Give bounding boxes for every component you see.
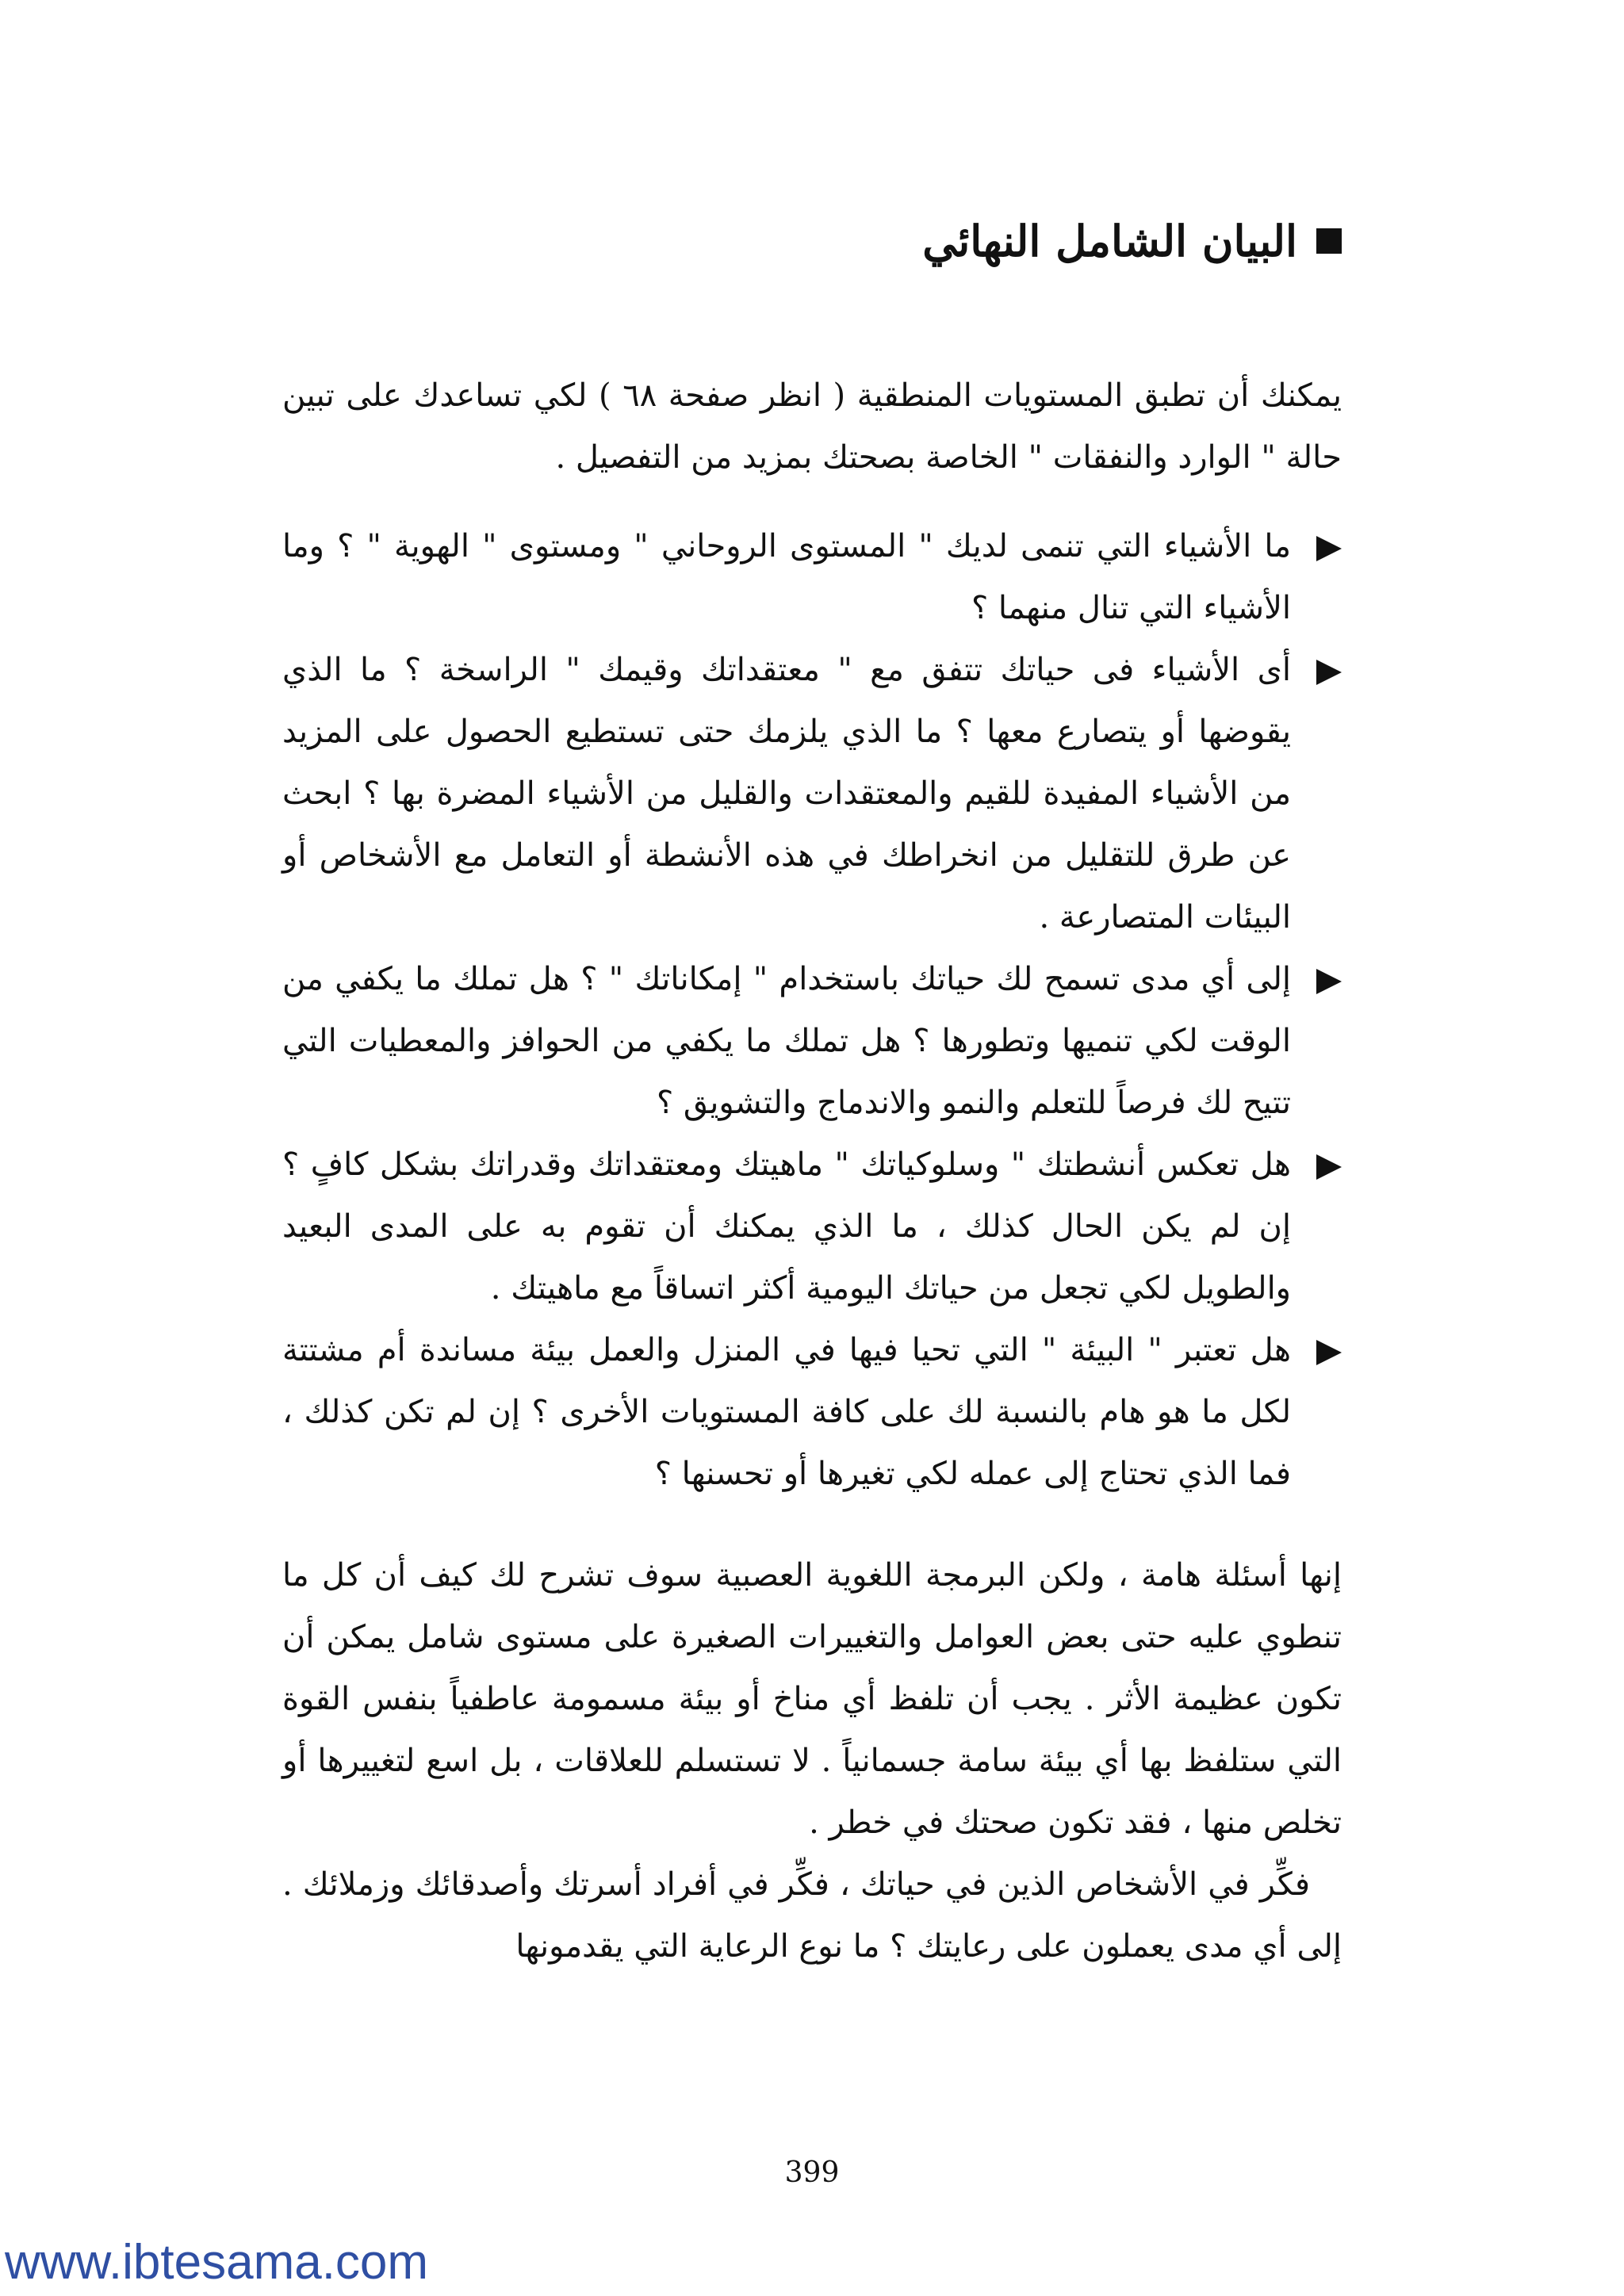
question-text: هل تعتبر " البيئة " التي تحيا فيها في المنزل والعمل بيئة مساندة أم مشتتة لكل ما هو هام بالنسبة لك على كافة المستويات الأخرى ؟ إن لم تكن كذلك ، فما الذي تحتاج إلى عمله لكي تغيرها أو تحسنها ؟ (282, 1332, 1292, 1492)
arrow-bullet-icon (1316, 1340, 1342, 1365)
question-text: ما الأشياء التي تنمى لديك " المستوى الروحاني " ومستوى " الهوية " ؟ وما الأشياء التي تنال منهما ؟ (282, 528, 1291, 626)
watermark-link[interactable]: www.ibtesama.com (5, 2235, 429, 2290)
arrow-bullet-icon (1316, 536, 1342, 561)
square-bullet-icon (1316, 228, 1342, 254)
question-list (282, 515, 1342, 1505)
closing-paragraph: إنها أسئلة هامة ، ولكن البرمجة اللغوية العصبية سوف تشرح لك كيف أن كل ما تنطوي عليه حتى بعض العوامل والتغييرات الصغيرة على مستوى شامل يمكن أن تكون عظيمة الأثر . يجب أن تلفظ أي مناخ أو بيئة مسمومة عاطفياً بنفس القوة التي ستلفظ بها أي بيئة سامة جسمانياً . لا تستسلم للعلاقات ، بل اسع لتغييرها أو تخلص منها ، فقد تكون صحتك في خطر . (282, 1557, 1342, 1841)
question-text: إلى أي مدى تسمح لك حياتك باستخدام " إمكاناتك " ؟ هل تملك ما يكفي من الوقت لكي تنميها وتطورها ؟ هل تملك ما يكفي من الحوافز والمعطيات التي تتيح لك فرصاً للتعلم والنمو والاندماج والتشويق ؟ (282, 961, 1291, 1121)
arrow-bullet-icon (1316, 660, 1342, 685)
question-item (282, 1319, 1342, 1505)
question-item (282, 1134, 1342, 1319)
question-item (282, 639, 1342, 948)
closing-section (282, 1544, 1342, 1977)
arrow-bullet-icon (1316, 969, 1342, 994)
intro-paragraph: يمكنك أن تطبق المستويات المنطقية ( انظر صفحة ٦٨ ) لكي تساعدك على تبين حالة " الوارد والنفقات " الخاصة بصحتك بمزيد من التفصيل . (282, 377, 1342, 476)
question-item (282, 948, 1342, 1134)
question-text: هل تعكس أنشطتك " وسلوكياتك " ماهيتك ومعتقداتك وقدراتك بشكل كافٍ ؟ إن لم يكن الحال كذلك ، ما الذي يمكنك أن تقوم به على المدى البعيد والطويل لكي تجعل من حياتك اليومية أكثر اتساقاً مع ماهيتك . (282, 1146, 1291, 1307)
closing-paragraph: فكِّر في الأشخاص الذين في حياتك ، فكِّر في أفراد أسرتك وأصدقائك وزملائك . إلى أي مدى يعملون على رعايتك ؟ ما نوع الرعاية التي يقدمونها (282, 1866, 1342, 1965)
section-heading (922, 216, 1342, 266)
arrow-bullet-icon (1316, 1154, 1342, 1180)
question-text: أى الأشياء فى حياتك تتفق مع " معتقداتك وقيمك " الراسخة ؟ ما الذي يقوضها أو يتصارع معها ؟ ما الذي يلزمك حتى تستطيع الحصول على المزيد من الأشياء المفيدة للقيم والمعتقدات والقليل من الأشياء المضرة بها ؟ ابحث عن طرق للتقليل من انخراطك في هذه الأنشطة أو التعامل مع الأشخاص أو البيئات المتصارعة . (282, 652, 1291, 936)
section-title: البيان الشامل النهائي (922, 216, 1297, 266)
page-number: 399 (784, 2156, 840, 2189)
question-item (282, 515, 1342, 639)
